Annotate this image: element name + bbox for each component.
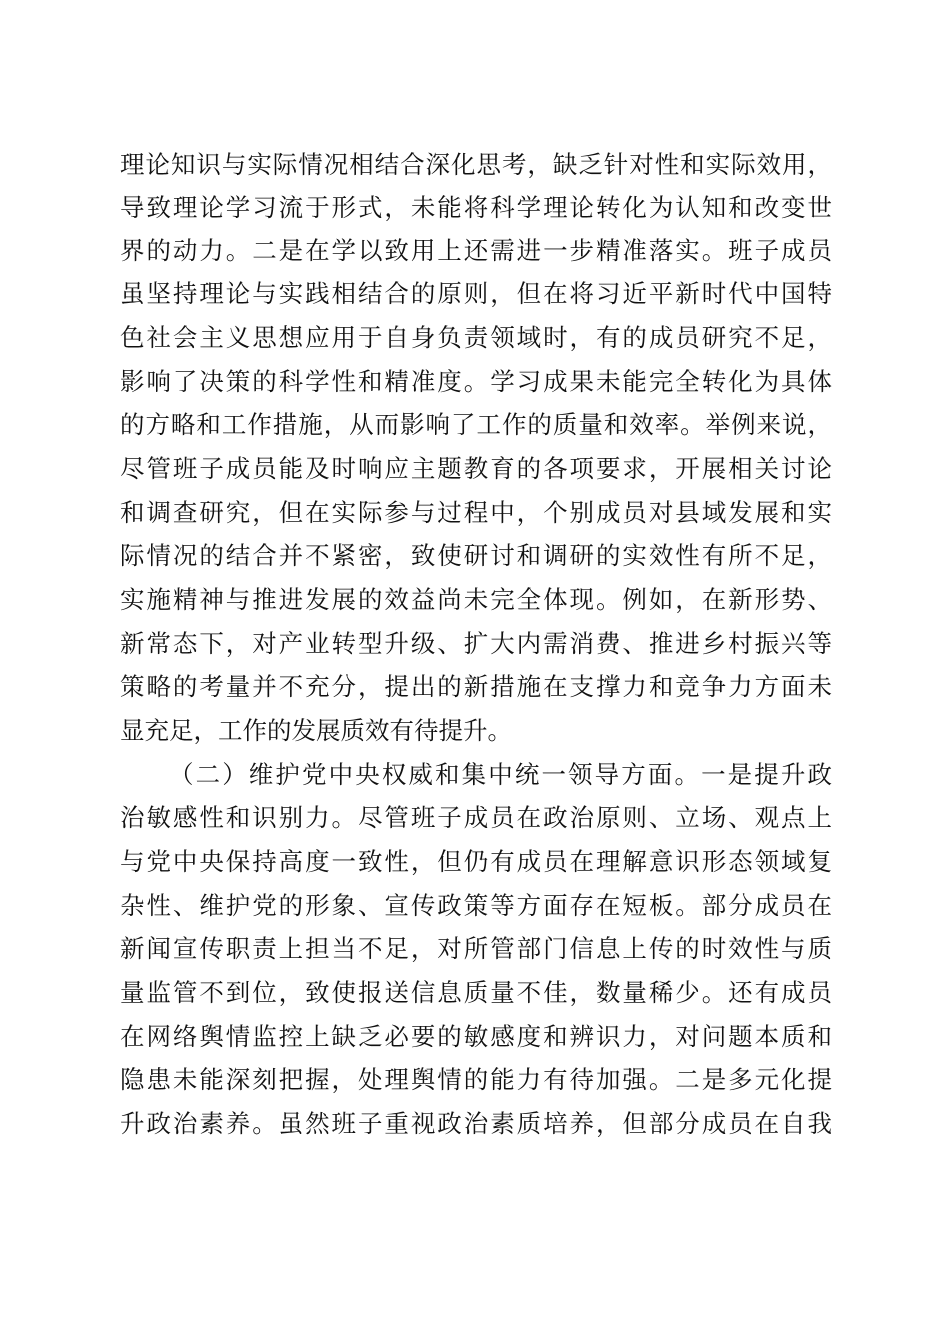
text-line: 理论知识与实际情况相结合深化思考，缺乏针对性和实际效用，	[120, 150, 832, 179]
text-line: 策略的考量并不充分，提出的新措施在支撑力和竞争力方面未	[120, 672, 832, 701]
text-line: 量监管不到位，致使报送信息质量不佳，数量稀少。还有成员	[120, 978, 832, 1007]
text-line: 影响了决策的科学性和精准度。学习成果未能完全转化为具体	[120, 367, 832, 396]
text-line: 色社会主义思想应用于自身负责领域时，有的成员研究不足，	[120, 323, 832, 352]
section-heading-line: （二）维护党中央权威和集中统一领导方面。一是提升政	[169, 760, 832, 789]
text-line: 治敏感性和识别力。尽管班子成员在政治原则、立场、观点上	[120, 803, 832, 832]
text-line: 界的动力。二是在学以致用上还需进一步精准落实。班子成员	[120, 236, 832, 265]
text-line: 际情况的结合并不紧密，致使研讨和调研的实效性有所不足，	[120, 541, 832, 570]
text-line: 新闻宣传职责上担当不足，对所管部门信息上传的时效性与质	[120, 934, 832, 963]
text-line: 显充足，工作的发展质效有待提升。	[120, 716, 512, 745]
text-line: 与党中央保持高度一致性，但仍有成员在理解意识形态领域复	[120, 847, 832, 876]
text-line: 隐患未能深刻把握，处理舆情的能力有待加强。二是多元化提	[120, 1065, 832, 1094]
text-line: 升政治素养。虽然班子重视政治素质培养，但部分成员在自我	[120, 1109, 832, 1138]
text-line: 尽管班子成员能及时响应主题教育的各项要求，开展相关讨论	[120, 454, 832, 483]
text-line: 在网络舆情监控上缺乏必要的敏感度和辨识力，对问题本质和	[120, 1022, 832, 1051]
text-line: 导致理论学习流于形式，未能将科学理论转化为认知和改变世	[120, 193, 832, 222]
text-line: 虽坚持理论与实践相结合的原则，但在将习近平新时代中国特	[120, 279, 832, 308]
text-line: 的方略和工作措施，从而影响了工作的质量和效率。举例来说，	[120, 410, 832, 439]
text-line: 实施精神与推进发展的效益尚未完全体现。例如，在新形势、	[120, 585, 832, 614]
text-line: 杂性、维护党的形象、宣传政策等方面存在短板。部分成员在	[120, 891, 832, 920]
text-line: 新常态下，对产业转型升级、扩大内需消费、推进乡村振兴等	[120, 629, 832, 658]
text-line: 和调查研究，但在实际参与过程中，个别成员对县域发展和实	[120, 498, 832, 527]
